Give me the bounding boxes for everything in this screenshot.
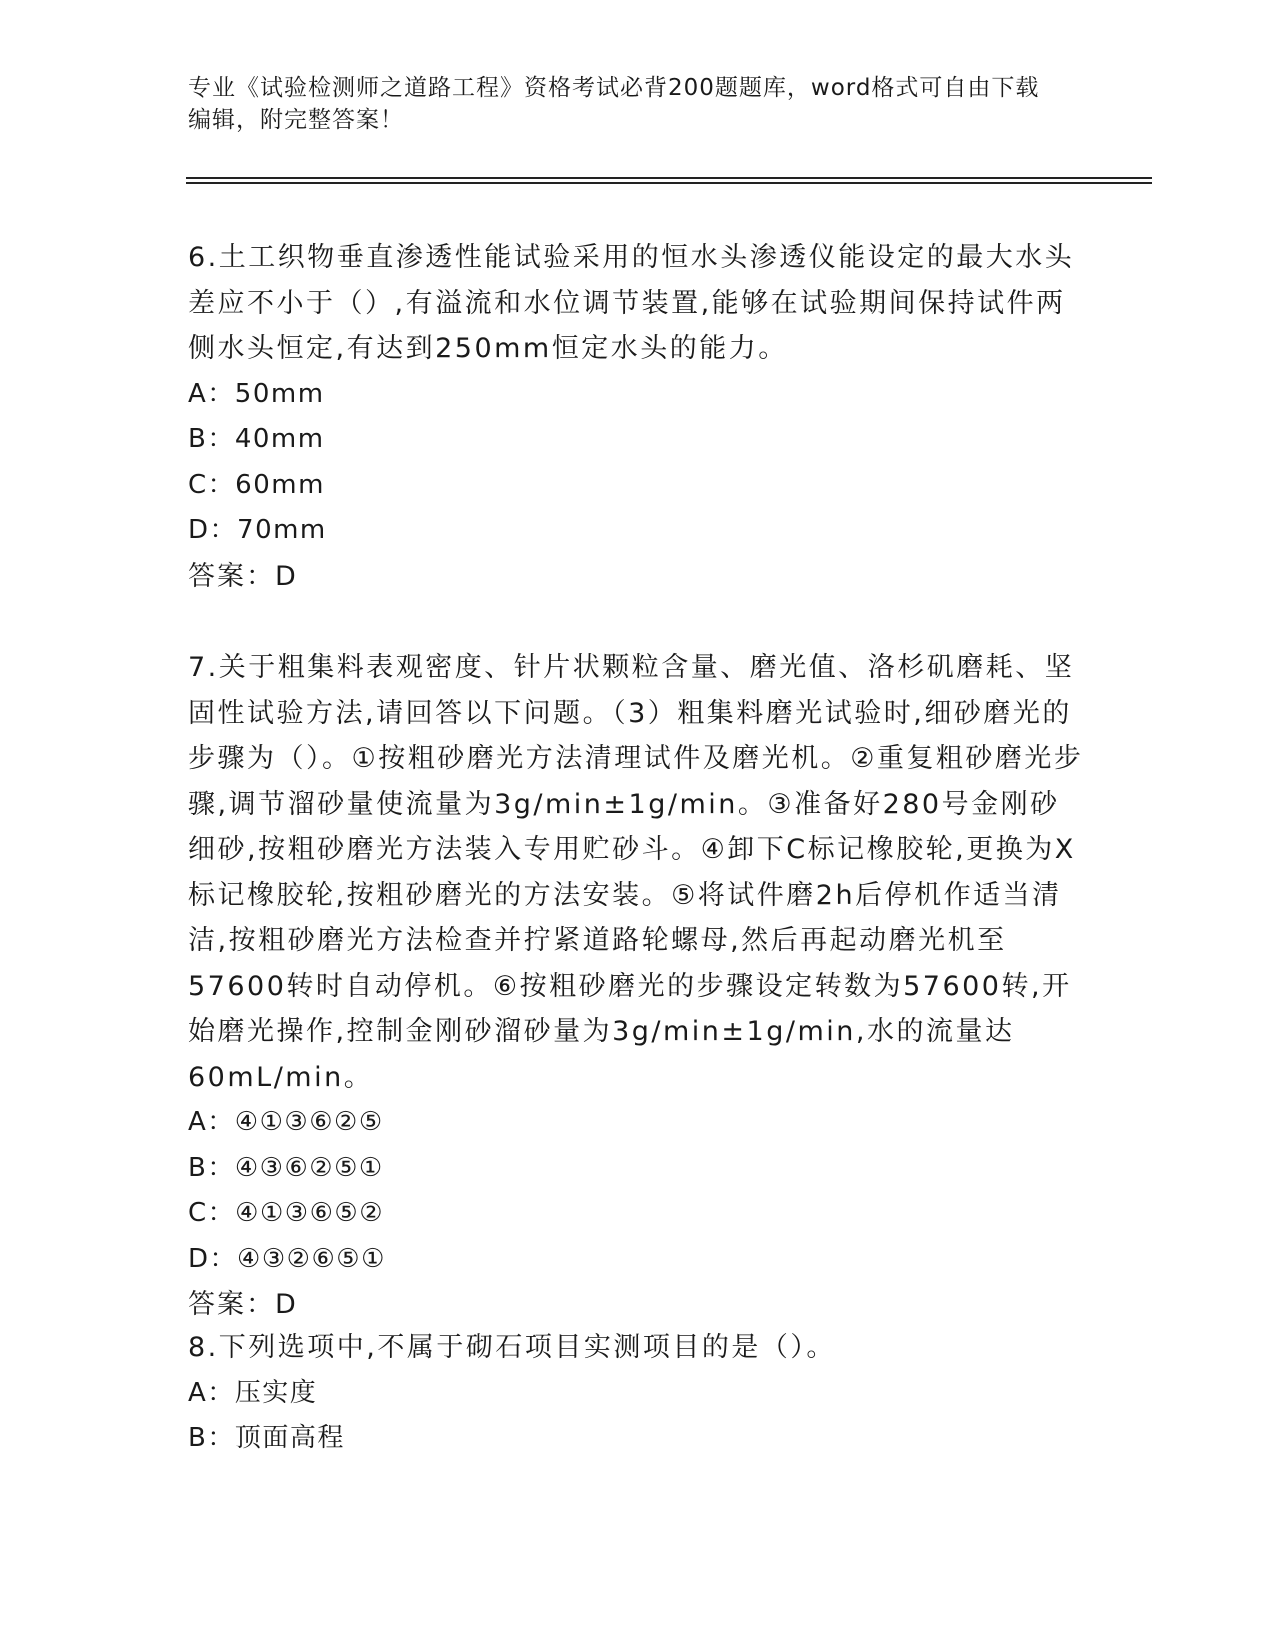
answer: 答案：D bbox=[188, 560, 298, 592]
option-a: A：50mm bbox=[188, 378, 325, 409]
header-divider-bottom bbox=[186, 182, 1152, 184]
option-b: B：顶面高程 bbox=[188, 1423, 345, 1453]
option-a: A：压实度 bbox=[188, 1377, 318, 1408]
question-stem: 8.下列选项中,不属于砌石项目实测项目的是（）。 bbox=[188, 1332, 836, 1363]
question-stem: 6.土工织物垂直渗透性能试验采用的恒水头渗透仪能设定的最大水头差应不小于（）,有溢流和水位调节装置,能够在试验期间保持试件两侧水头恒定,有达到250mm恒定水头的能力。 bbox=[188, 242, 1075, 364]
question-stem: 7.关于粗集料表观密度、针片状颗粒含量、磨光值、洛杉矶磨耗、坚固性试验方法,请回答以下问题。（3）粗集料磨光试验时,细砂磨光的步骤为（）。①按粗砂磨光方法清理试件及磨光机。②重复粗砂磨光步骤,调节溜砂量使流量为3g/min±1g/min。③准备好280号金刚砂细砂,按粗砂磨光方法装入专用贮砂斗。④卸下C标记橡胶轮,更换为X标记橡胶轮,按粗砂磨光的方法安装。⑤将试件磨2h后停机作适当清洁,按粗砂磨光方法检查并拧紧道路轮螺母,然后再起动磨光机至57600转时自动停机。⑥按粗砂磨光的步骤设定转数为57600转,开始磨光操作,控制金刚砂溜砂量为3g/min±1g/min,水的流量达60mL/min。 bbox=[188, 652, 1084, 1093]
question-7 bbox=[188, 645, 1088, 1328]
option-a: A：④①③⑥②⑤ bbox=[188, 1107, 384, 1137]
option-c: C：60mm bbox=[188, 469, 325, 500]
option-b: B：④③⑥②⑤① bbox=[188, 1152, 384, 1183]
option-d: D：④③②⑥⑤① bbox=[188, 1243, 386, 1274]
document-header bbox=[188, 72, 1088, 136]
answer: 答案：D bbox=[188, 1289, 298, 1320]
header-line-2: 编辑，附完整答案！ bbox=[188, 107, 404, 133]
option-c: C：④①③⑥⑤② bbox=[188, 1198, 385, 1228]
header-line-1: 专业《试验检测师之道路工程》资格考试必背200题题库，word格式可自由下载 bbox=[188, 75, 1040, 101]
question-6 bbox=[188, 235, 1088, 599]
question-8 bbox=[188, 1325, 1088, 1462]
header-divider-top bbox=[186, 177, 1152, 179]
option-d: D：70mm bbox=[188, 515, 327, 545]
option-b: B：40mm bbox=[188, 424, 325, 454]
